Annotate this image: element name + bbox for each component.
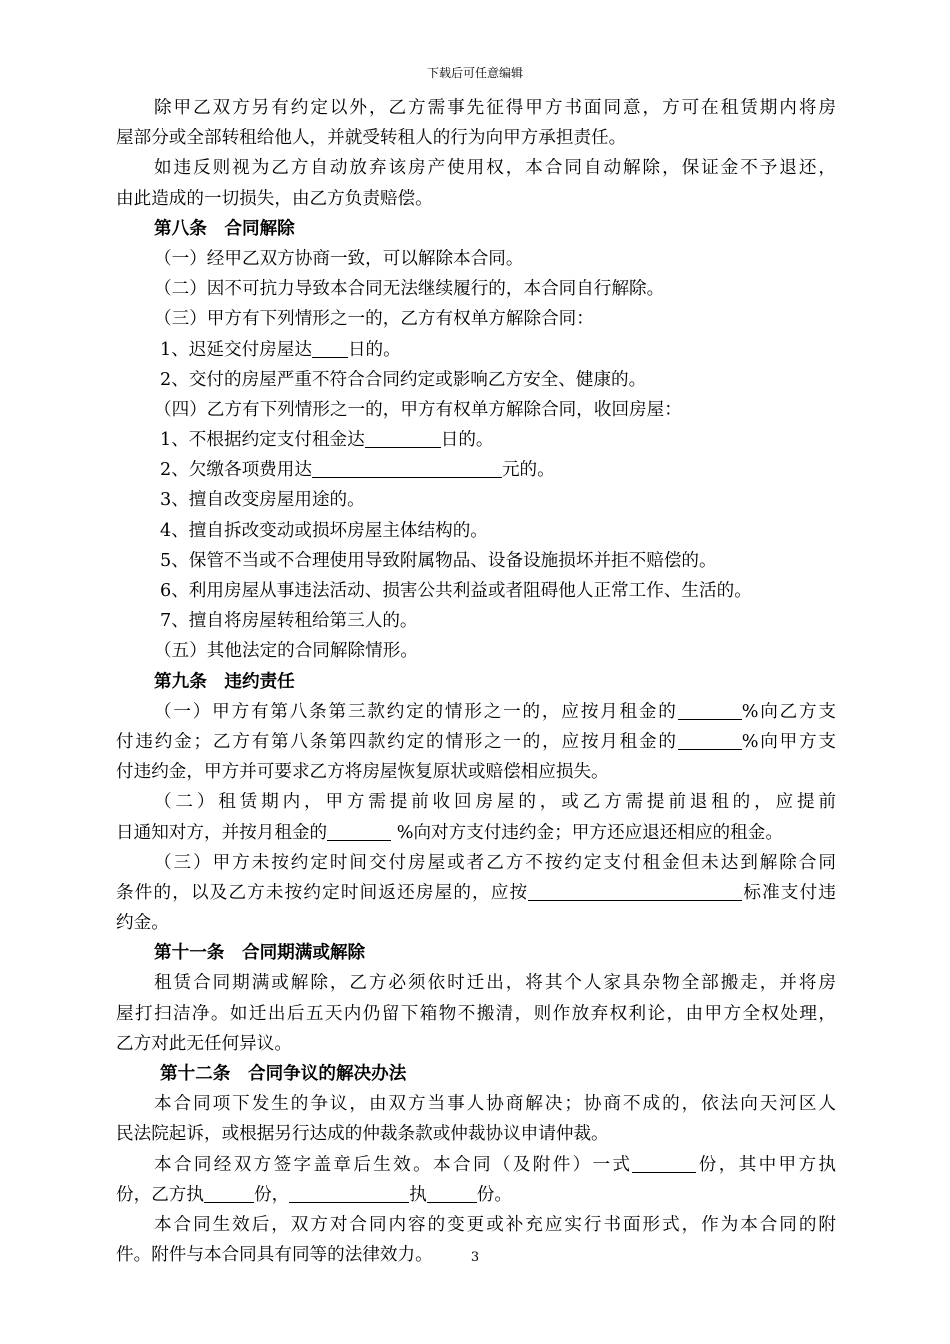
text-line: [116, 546, 836, 576]
text-line: [116, 1210, 836, 1240]
text-segment: 份，其中甲方执: [696, 1154, 836, 1175]
text-segment: 日通知对方，并按月租金的: [116, 822, 328, 843]
text-segment: 日的。: [347, 339, 401, 360]
text-segment: 条件的，以及乙方未按约定时间返还房屋的，应按: [116, 882, 529, 903]
fill-in-blank[interactable]: [327, 820, 391, 841]
text-segment: 本合同生效后，双方对合同内容的变更或补充应实行书面形式，作为本合同的附: [154, 1214, 836, 1235]
text-line: [116, 184, 836, 214]
text-line: [116, 123, 836, 153]
fill-in-blank[interactable]: [365, 427, 441, 448]
text-segment: 3、擅自改变房屋用途的。: [160, 490, 365, 511]
text-line: [116, 878, 836, 908]
text-segment: %向对方支付违约金；甲方还应退还相应的租金。: [391, 822, 783, 843]
text-segment: 付违约金；乙方有第八条第四款约定的情形之一的，应按月租金的: [116, 731, 678, 752]
fill-in-blank[interactable]: [528, 880, 742, 901]
text-segment: 2、欠缴各项费用达: [160, 460, 312, 481]
text-segment: 份，乙方执: [116, 1184, 204, 1205]
text-line: [116, 1029, 836, 1059]
text-segment: 5、保管不当或不合理使用导致附属物品、设备设施损坏并拒不赔偿的。: [160, 550, 717, 571]
text-line: [116, 818, 836, 848]
text-segment: 2、交付的房屋严重不符合合同约定或影响乙方安全、健康的。: [160, 369, 647, 390]
text-segment: 约金。: [116, 913, 169, 934]
text-line: [116, 93, 836, 123]
text-segment: （一）经甲乙双方协商一致，可以解除本合同。: [154, 248, 524, 269]
page-number: 3: [470, 1250, 480, 1265]
section-heading: [116, 214, 836, 244]
text-line: [116, 727, 836, 757]
text-segment: （二）因不可抗力导致本合同无法继续履行的，本合同自行解除。: [154, 279, 665, 300]
text-segment: 除甲乙双方另有约定以外，乙方需事先征得甲方书面同意，方可在租赁期内将房: [154, 98, 836, 118]
text-segment: 屋部分或全部转租给他人，并就受转租人的行为向甲方承担责任。: [116, 128, 627, 149]
text-segment: 第九条 违约责任: [154, 670, 295, 692]
text-line: [116, 516, 836, 546]
text-line: [116, 485, 836, 515]
text-segment: 屋打扫洁净。如迁出后五天内仍留下箱物不搬清，则作放弃权利论，由甲方全权处理，: [116, 1003, 836, 1024]
text-line: [116, 848, 836, 878]
fill-in-blank[interactable]: [289, 1182, 409, 1203]
text-segment: 第八条 合同解除: [154, 217, 295, 239]
fill-in-blank[interactable]: [678, 729, 742, 750]
text-line: [116, 395, 836, 425]
text-line: [116, 455, 836, 485]
text-segment: 如违反则视为乙方自动放弃该房产使用权，本合同自动解除，保证金不予退还，: [154, 158, 836, 179]
text-segment: %向甲方支: [741, 731, 837, 752]
fill-in-blank[interactable]: [312, 337, 348, 358]
text-segment: 付违约金，甲方并可要求乙方将房屋恢复原状或赔偿相应损失。: [116, 762, 609, 783]
text-segment: 本合同项下发生的争议，由双方当事人协商解决；协商不成的，依法向天河区人: [154, 1094, 836, 1115]
text-segment: 由此造成的一切损失，由乙方负责赔偿。: [116, 188, 433, 209]
text-line: [116, 757, 836, 787]
text-line: [116, 999, 836, 1029]
text-line: [116, 636, 836, 666]
fill-in-blank[interactable]: [427, 1182, 477, 1203]
text-line: [116, 304, 836, 334]
text-line: [116, 697, 836, 727]
text-segment: 民法院起诉，或根据另行达成的仲裁条款或仲裁协议申请仲裁。: [116, 1124, 609, 1145]
fill-in-blank[interactable]: [632, 1152, 696, 1173]
text-segment: 7、擅自将房屋转租给第三人的。: [160, 611, 418, 632]
text-segment: 执: [409, 1184, 427, 1205]
text-segment: （二）租赁期内，甲方需提前收回房屋的，或乙方需提前退租的，应提前: [154, 792, 836, 813]
text-line: [116, 1089, 836, 1119]
text-line: [116, 365, 836, 395]
text-line: [116, 335, 836, 365]
page-header: 下载后可任意编辑: [426, 66, 523, 80]
section-heading: [116, 1059, 836, 1089]
text-segment: 4、擅自拆改变动或损坏房屋主体结构的。: [160, 520, 488, 541]
text-line: [116, 1180, 836, 1210]
fill-in-blank[interactable]: [678, 699, 742, 720]
text-line: [116, 908, 836, 938]
text-segment: 租赁合同期满或解除，乙方必须依时迁出，将其个人家具杂物全部搬走，并将房: [154, 973, 836, 994]
text-segment: 份。: [476, 1184, 512, 1205]
text-segment: 乙方对此无任何异议。: [116, 1033, 292, 1054]
text-segment: 件。附件与本合同具有同等的法律效力。: [116, 1245, 433, 1266]
text-line: [116, 968, 836, 998]
text-segment: 1、不根据约定支付租金达: [160, 430, 365, 451]
section-heading: [116, 938, 836, 968]
text-line: [116, 244, 836, 274]
text-segment: 本合同经双方签字盖章后生效。本合同（及附件）一式: [154, 1154, 633, 1175]
text-segment: 日的。: [440, 430, 494, 451]
text-line: [116, 606, 836, 636]
contract-body: [116, 93, 836, 1270]
text-segment: 第十一条 合同期满或解除: [154, 942, 366, 964]
text-line: [116, 274, 836, 304]
text-segment: %向乙方支: [741, 701, 836, 722]
text-segment: （三）甲方未按约定时间交付房屋或者乙方不按约定支付租金但未达到解除合同: [154, 852, 836, 873]
text-segment: 1、迟延交付房屋达: [160, 339, 312, 360]
text-line: [116, 1150, 836, 1180]
text-segment: （三）甲方有下列情形之一的，乙方有权单方解除合同：: [154, 309, 594, 330]
text-segment: 元的。: [501, 460, 555, 481]
text-line: [116, 787, 836, 817]
text-line: [116, 576, 836, 606]
text-segment: 6、利用房屋从事违法活动、损害公共利益或者阻碍他人正常工作、生活的。: [160, 581, 752, 601]
text-line: [116, 153, 836, 183]
text-line: [116, 1119, 836, 1149]
text-segment: （五）其他法定的合同解除情形。: [154, 641, 418, 662]
text-segment: （四）乙方有下列情形之一的，甲方有权单方解除合同，收回房屋：: [154, 399, 682, 420]
text-line: [116, 425, 836, 455]
section-heading: [116, 667, 836, 697]
fill-in-blank[interactable]: [312, 457, 502, 478]
text-segment: 标准支付违: [742, 882, 836, 903]
text-segment: 份，: [253, 1184, 290, 1205]
text-segment: 第十二条 合同争议的解决办法: [160, 1063, 407, 1084]
fill-in-blank[interactable]: [204, 1182, 254, 1203]
text-segment: （一）甲方有第八条第三款约定的情形之一的，应按月租金的: [154, 701, 678, 722]
